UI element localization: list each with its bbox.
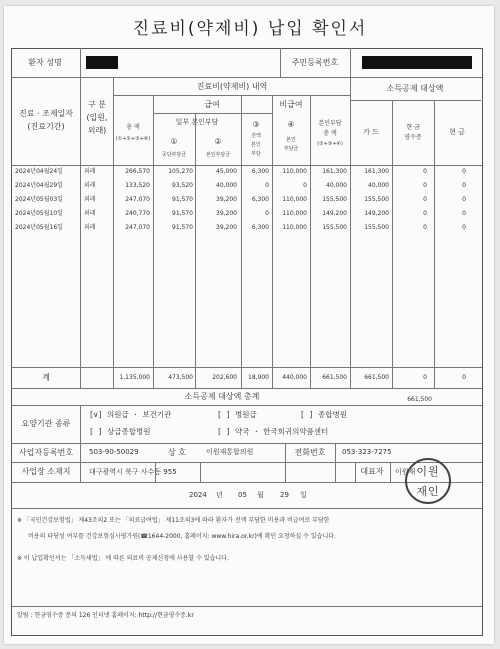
patient-name-label: 환자 성명 <box>28 58 62 67</box>
row-cash-receipt: 0 <box>423 224 427 231</box>
c2-header: 본인부담금 <box>205 152 231 158</box>
biz-addr-value: 대구광역시 북구 사수동 955 <box>89 468 177 476</box>
totals-c4: 440,000 <box>282 374 307 381</box>
institution-label: 요양기관 종류 <box>21 419 71 428</box>
row-cash: 0 <box>462 224 466 231</box>
row-c1: 93,520 <box>172 182 193 189</box>
total-header-2: (①+②+③+④) <box>115 136 151 142</box>
card-header: 카 드 <box>363 128 379 136</box>
biz-rep-value: 이원재 <box>395 468 416 476</box>
institution-clinic-checkbox[interactable]: [∨] 의원급 · 보건기관 <box>89 410 172 419</box>
cash-receipt-header-2: 영수증 <box>404 134 422 141</box>
note-3: ※ 이 납입확인서는 「소득세법」 에 따른 의료비 공제신청에 사용할 수 있습니다. <box>17 555 229 562</box>
institution-hospital-checkbox[interactable]: [ ] 병원급 <box>217 410 257 419</box>
row-self: 40,000 <box>326 182 347 189</box>
c3-header-2: 본인 <box>251 142 261 148</box>
row-c4: 0 <box>303 182 307 189</box>
row-type: 외래 <box>84 168 96 175</box>
date-month: 05 <box>238 491 247 499</box>
row-total: 247,070 <box>125 224 150 231</box>
row-self: 155,500 <box>322 224 347 231</box>
row-date: 2024년05월03일 <box>15 196 63 203</box>
type-header-2: (입원, <box>86 113 108 122</box>
row-c3: 6,300 <box>251 168 269 175</box>
row-card: 40,000 <box>368 182 389 189</box>
row-total: 133,520 <box>125 182 150 189</box>
row-c3: 6,300 <box>251 196 269 203</box>
row-total: 247,070 <box>125 196 150 203</box>
row-c2: 40,000 <box>216 182 237 189</box>
patient-id-redaction <box>362 56 472 69</box>
insured-header: 급여 <box>204 100 220 109</box>
date-year: 2024 <box>189 491 207 499</box>
row-self: 149,200 <box>322 210 347 217</box>
row-total: 240,770 <box>125 210 150 217</box>
totals-c2: 202,600 <box>212 374 237 381</box>
date-day-unit: 일 <box>300 491 307 499</box>
row-self: 155,500 <box>322 196 347 203</box>
self-header-2: 총 액 <box>323 130 337 137</box>
row-type: 외래 <box>84 210 96 217</box>
seal-text-line-1: 이원 <box>416 465 440 478</box>
note-2: 비용의 타당성 여부를 건강보험심사평가원(☎1644-2000, 홈페이지: www.hira.or.kr)에 확인 요청하실 수 있습니다. <box>28 533 336 540</box>
row-c1: 105,270 <box>168 168 193 175</box>
row-card: 155,500 <box>364 196 389 203</box>
total-header-1: 총 액 <box>126 124 140 131</box>
row-cash: 0 <box>462 182 466 189</box>
date-day: 29 <box>280 491 289 499</box>
institution-pharmacy-checkbox[interactable]: [ ] 약국 · 한국희귀의약품센터 <box>217 427 329 436</box>
biz-phone-value: 053-323-7275 <box>342 448 392 456</box>
row-c3: 0 <box>265 182 269 189</box>
row-date: 2024년05월16일 <box>15 224 63 231</box>
row-c1: 91,570 <box>172 224 193 231</box>
patient-id-label: 주민등록번호 <box>291 58 339 67</box>
uninsured-header: 비급여 <box>279 100 303 109</box>
note-1: ※ 「국민건강보험법」 제43조의2 또는 「의료급여법」 제11조의3에 따라 환자가 전액 부담한 비용과 비급여로 부담한 <box>17 517 330 524</box>
row-cash-receipt: 0 <box>423 168 427 175</box>
row-cash: 0 <box>462 196 466 203</box>
official-seal-stamp <box>405 458 451 504</box>
c1-header: 공단부담금 <box>161 152 187 158</box>
totals-cash-receipt: 0 <box>423 374 427 381</box>
row-c2: 39,200 <box>216 196 237 203</box>
self-header-3: (②+③+④) <box>317 141 343 147</box>
c4-num: ④ <box>287 120 295 129</box>
totals-c1: 473,500 <box>168 374 193 381</box>
c2-num: ② <box>214 137 222 146</box>
deduction-total-value: 661,500 <box>407 396 432 403</box>
row-cash: 0 <box>462 210 466 217</box>
cash-receipt-header-1: 현 금 <box>406 124 420 131</box>
totals-self: 661,500 <box>322 374 347 381</box>
biz-reg-value: 503-90-50029 <box>89 448 139 456</box>
biz-rep-label: 대표자 <box>360 467 384 476</box>
deduction-title: 소득공제 대상액 <box>386 84 444 93</box>
row-c2: 39,200 <box>216 224 237 231</box>
totals-total: 1,135,000 <box>119 374 150 381</box>
cash-header: 현 금 <box>449 128 465 136</box>
row-cash-receipt: 0 <box>423 182 427 189</box>
biz-addr-label: 사업장 소재지 <box>21 467 71 476</box>
document-title: 진료비(약제비) 납입 확인서 <box>132 19 368 39</box>
row-date: 2024년04월24일 <box>15 168 63 175</box>
totals-cash: 0 <box>462 374 466 381</box>
patient-name-redaction <box>86 56 118 69</box>
row-type: 외래 <box>84 196 96 203</box>
row-type: 외래 <box>84 182 96 189</box>
row-card: 161,300 <box>364 168 389 175</box>
totals-card: 661,500 <box>364 374 389 381</box>
c3-header-3: 부담 <box>251 151 261 157</box>
period-header-2: (진료기간) <box>27 122 65 131</box>
date-month-unit: 월 <box>257 491 264 499</box>
biz-name-value: 이원재통합의원 <box>206 448 254 456</box>
biz-reg-label: 사업자등록번호 <box>18 448 74 457</box>
period-header-1: 진료 · 조제일자 <box>19 109 73 118</box>
copay-header: 일부 본인부담 <box>175 118 219 126</box>
row-c1: 91,570 <box>172 210 193 217</box>
date-year-unit: 년 <box>216 491 223 499</box>
row-cash-receipt: 0 <box>423 196 427 203</box>
row-c2: 45,000 <box>216 168 237 175</box>
institution-general-checkbox[interactable]: [ ] 종합병원 <box>300 410 348 419</box>
totals-label: 계 <box>42 373 50 382</box>
c1-num: ① <box>170 137 178 146</box>
row-card: 155,500 <box>364 224 389 231</box>
c4-header-1: 본인 <box>286 137 296 143</box>
c3-num: ③ <box>252 120 260 129</box>
row-c2: 39,200 <box>216 210 237 217</box>
row-c3: 6,300 <box>251 224 269 231</box>
deduction-total-label: 소득공제 대상액 총계 <box>184 392 260 401</box>
row-date: 2024년05월10일 <box>15 210 63 217</box>
self-header-1: 본인부담 <box>318 120 342 127</box>
row-c4: 110,000 <box>282 210 307 217</box>
c4-header-2: 부담금 <box>283 146 299 152</box>
row-total: 266,570 <box>125 168 150 175</box>
footer-notice: 알림 : 현금영수증 문의 126 인터넷 홈페이지: http://현금영수증.kr <box>17 612 194 619</box>
row-cash: 0 <box>462 168 466 175</box>
row-c3: 0 <box>265 210 269 217</box>
seal-text-line-2: 재인 <box>416 485 440 498</box>
row-self: 161,300 <box>322 168 347 175</box>
row-c4: 110,000 <box>282 224 307 231</box>
biz-name-label: 상 호 <box>168 448 186 457</box>
biz-phone-label: 전화번호 <box>294 448 326 457</box>
row-card: 149,200 <box>364 210 389 217</box>
row-type: 외래 <box>84 224 96 231</box>
type-header-1: 구 분 <box>88 100 106 109</box>
row-cash-receipt: 0 <box>423 210 427 217</box>
row-c4: 110,000 <box>282 168 307 175</box>
institution-tertiary-checkbox[interactable]: [ ] 상급종합병원 <box>89 427 151 436</box>
row-date: 2024년04월29일 <box>15 182 63 189</box>
type-header-3: 외래) <box>87 126 107 135</box>
totals-c3: 18,900 <box>248 374 269 381</box>
row-c1: 91,570 <box>172 196 193 203</box>
row-c4: 110,000 <box>282 196 307 203</box>
section-title: 진료비(약제비) 내역 <box>196 82 268 91</box>
c3-header-1: 전액 <box>251 133 261 139</box>
